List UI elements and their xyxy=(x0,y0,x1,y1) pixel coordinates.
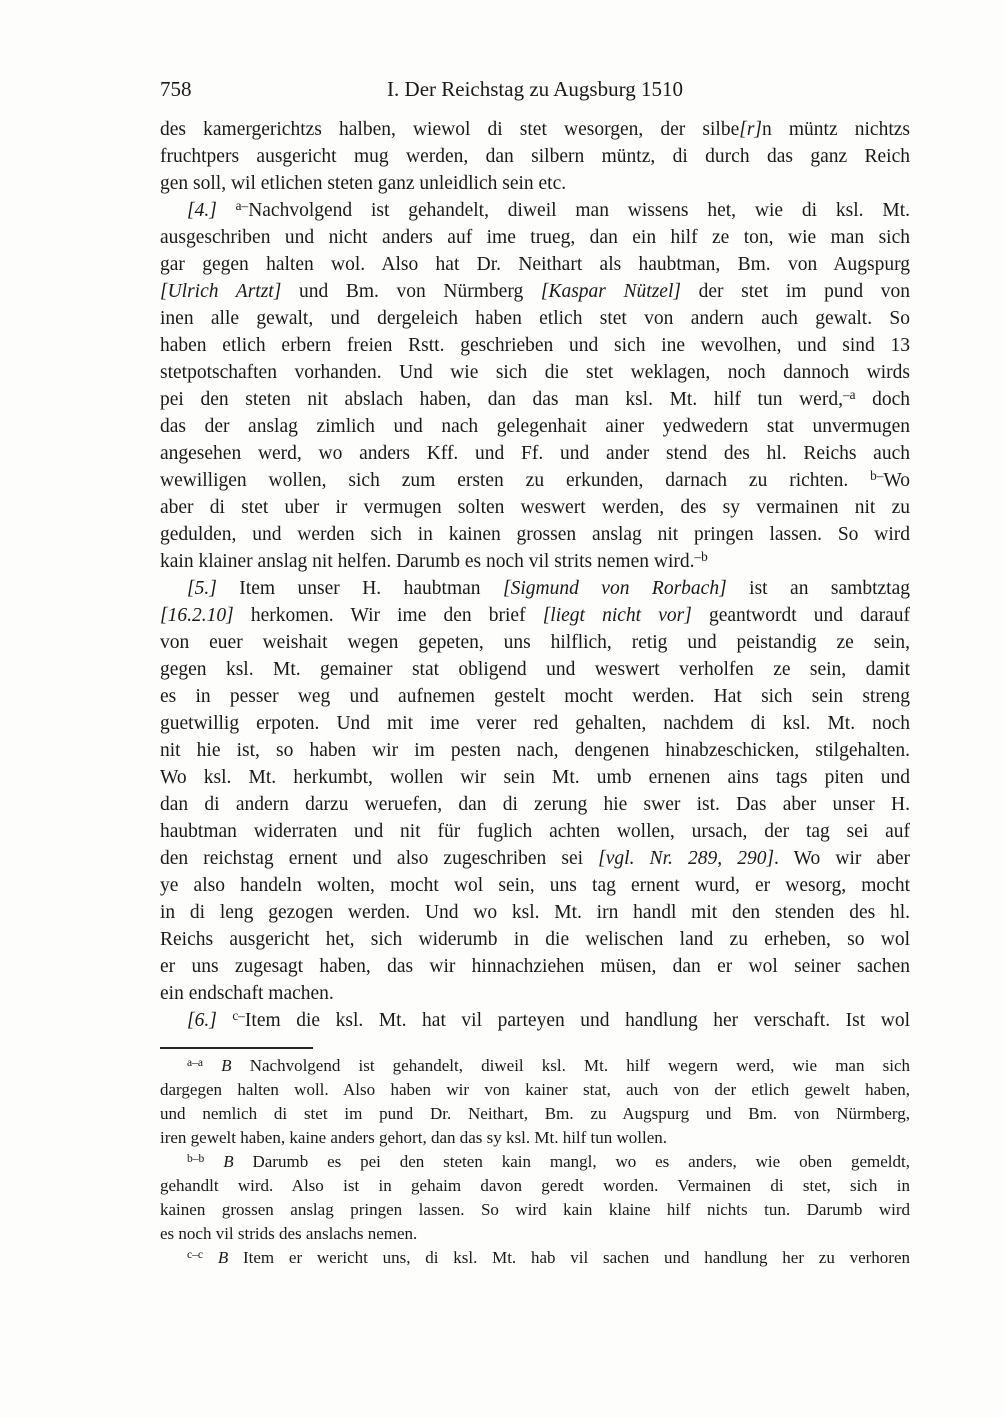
paragraph xyxy=(160,575,910,1007)
editorial-italic: [5.] xyxy=(187,578,217,599)
note-marker: –a xyxy=(842,387,856,403)
note-marker: c– xyxy=(232,1008,245,1024)
editorial-italic: [16.2.10] xyxy=(160,605,234,626)
text-line: $^{a-a}$ B Nachvolgend ist gehandelt, diweil ksl. Mt. hilf wegern werd, wie man sich xyxy=(187,1055,910,1075)
text-line: gegen ksl. Mt. gemainer stat obligend und weswert verholfen ze sein, damit xyxy=(160,659,910,680)
text-line: $^{c-c}$ B Item er wericht uns, di ksl. Mt. hab vil sachen und handlung her zu verhoren xyxy=(187,1247,910,1267)
text-line: das der anslag zimlich und nach gelegenhait ainer yedwedern stat unvermugen xyxy=(160,416,910,437)
editorial-italic: [4.] xyxy=(187,200,217,221)
text-line: haubtman widerraten und nit für fuglich achten wollen, ursach, der tag sei auf xyxy=(160,821,910,842)
text-line: pei den steten nit abslach haben, dan das man ksl. Mt. hilf tun werd,$^{-a}$ doch xyxy=(160,387,910,410)
text-line: [Ulrich Artzt] und Bm. von Nürmberg [Kaspar Nützel] der stet im pund von xyxy=(160,281,910,302)
text-line: dan di andern darzu weruefen, dan di zerung hie swer ist. Das aber unser H. xyxy=(160,794,910,815)
text-line: in di leng gezogen werden. Und wo ksl. Mt. irn handl mit den stenden des hl. xyxy=(160,902,910,923)
editorial-italic: [6.] xyxy=(187,1010,217,1031)
text-line: gar gegen halten wol. Also hat Dr. Neithart als haubtman, Bm. von Augspurg xyxy=(160,254,910,275)
paragraph xyxy=(160,116,910,197)
paragraph xyxy=(160,197,910,575)
editorial-italic: B xyxy=(223,1152,234,1171)
text-line: [4.] $^{a-}$Nachvolgend ist gehandelt, diweil man wissens het, wie di ksl. Mt. xyxy=(187,198,910,221)
text-line: und nemlich di stet im pund Dr. Neithart, Bm. zu Augspurg und Bm. von Nürmberg, xyxy=(160,1104,910,1123)
text-line: er uns zugesagt haben, das wir hinnachziehen müsen, dan er wol seiner sachen xyxy=(160,956,910,977)
text-line: iren gewelt haben, kaine anders gehort, dan das sy ksl. Mt. hilf tun wollen. xyxy=(160,1128,668,1147)
text-line: den reichstag ernent und also zugeschriben sei [vgl. Nr. 289, 290]. Wo wir aber xyxy=(160,848,910,869)
text-line: inen alle gewalt, und dergeleich haben etlich stet von andern auch gewalt. So xyxy=(160,308,910,329)
editorial-italic: [liegt nicht vor] xyxy=(542,605,692,626)
body-text-block xyxy=(160,116,910,1034)
footnote xyxy=(160,1054,910,1150)
text-line: es in pesser weg und aufnemen gestelt mocht werden. Hat sich sein streng xyxy=(160,686,910,707)
footnote xyxy=(160,1246,910,1270)
page-number: 758 xyxy=(160,77,192,101)
note-marker: b–b xyxy=(187,1151,205,1165)
editorial-italic: [r] xyxy=(739,119,763,140)
text-line: $^{b-b}$ B Darumb es pei den steten kain mangl, wo es anders, wie oben gemeldt, xyxy=(187,1151,910,1171)
text-line: gen soll, wil etlichen steten ganz unleidlich sein etc. xyxy=(160,173,567,194)
text-line: es noch vil strids des anslachs nemen. xyxy=(160,1224,418,1243)
footnote xyxy=(160,1150,910,1246)
paragraph xyxy=(160,1007,910,1034)
text-line: angesehen werd, wo anders Kff. und Ff. und ander stend des hl. Reichs auch xyxy=(160,443,910,464)
editorial-italic: [Kaspar Nützel] xyxy=(540,281,681,302)
text-line: haben etlich erbern freien Rstt. geschrieben und sich ine wevolhen, und sind 13 xyxy=(160,335,910,356)
footnote-separator-rule xyxy=(160,1047,313,1049)
text-line: ausgeschriben und nicht anders auf ime trueg, dan ein hilf ze ton, wie man sich xyxy=(160,227,910,248)
text-line: stetpotschaften vorhanden. Und wie sich die stet weklagen, noch dannoch wirds xyxy=(160,362,910,383)
note-marker: b– xyxy=(870,468,884,484)
text-line: gehandlt wird. Also ist in gehaim davon geredt worden. Vermainen di stet, sich in xyxy=(160,1176,910,1195)
text-line: ein endschaft machen. xyxy=(160,983,334,1004)
text-line: des kamergerichtzs halben, wiewol di stet wesorgen, der silbe[r]n müntz nichtzs xyxy=(160,119,910,140)
editorial-italic: B xyxy=(221,1056,232,1075)
text-line: von euer weishait wegen gepeten, uns hilflich, retig und peistandig ze sein, xyxy=(160,632,910,653)
editorial-italic: B xyxy=(217,1248,229,1267)
text-line: Wo ksl. Mt. herkumbt, wollen wir sein Mt. umb ernenen ains tags piten und xyxy=(160,767,910,788)
footnotes-block xyxy=(160,1054,910,1270)
note-marker: c–c xyxy=(187,1247,204,1261)
text-line: nit hie ist, so haben wir im pesten nach, dengenen hinabzeschicken, stilgehalten. xyxy=(160,740,910,761)
note-marker: a–a xyxy=(187,1055,204,1069)
text-line: [16.2.10] herkomen. Wir ime den brief [liegt nicht vor] geantwordt und darauf xyxy=(160,605,910,626)
text-line: dargegen halten woll. Also haben wir von kainer stat, auch von der etlich gewelt haben, xyxy=(160,1080,910,1099)
text-line: guetwillig erpoten. Und mit ime verer red gehalten, nachdem di ksl. Mt. noch xyxy=(160,713,910,734)
note-marker: –b xyxy=(694,549,708,565)
editorial-italic: [Ulrich Artzt] xyxy=(160,281,282,302)
text-line: kain klainer anslag nit helfen. Darumb es noch vil strits nemen wird.$^{-b}$ xyxy=(160,549,708,572)
text-line: kainen grossen anslag pringen lassen. So wird kain klaine hilf nichts tun. Darumb wird xyxy=(160,1200,910,1219)
note-marker: a– xyxy=(235,198,249,214)
text-line: wewilligen wollen, sich zum ersten zu erkunden, darnach zu richten. $^{b-}$Wo xyxy=(160,468,910,491)
running-header: I. Der Reichstag zu Augsburg 1510 xyxy=(387,77,683,101)
editorial-italic: [vgl. Nr. 289, 290] xyxy=(598,848,775,869)
editorial-italic: [Sigmund von Rorbach] xyxy=(503,578,727,599)
text-line: ye also handeln wolten, mocht wol sein, uns tag ernent wurd, er wesorg, mocht xyxy=(160,875,910,896)
text-line: fruchtpers ausgericht mug werden, dan silbern müntz, di durch das ganz Reich xyxy=(160,146,910,167)
text-line: [6.] $^{c-}$Item die ksl. Mt. hat vil parteyen und handlung her verschaft. Ist wol xyxy=(187,1008,910,1031)
text-line: Reichs ausgericht het, sich widerumb in die welischen land zu erheben, so wol xyxy=(160,929,910,950)
text-line: [5.] Item unser H. haubtman [Sigmund von Rorbach] ist an sambtztag xyxy=(187,578,910,599)
text-line: gedulden, und werden sich in kainen grossen anslag nit pringen lassen. So wird xyxy=(160,524,910,545)
page-header xyxy=(160,76,910,104)
text-line: aber di stet uber ir vermugen solten weswert werden, des sy vermainen nit zu xyxy=(160,497,910,518)
